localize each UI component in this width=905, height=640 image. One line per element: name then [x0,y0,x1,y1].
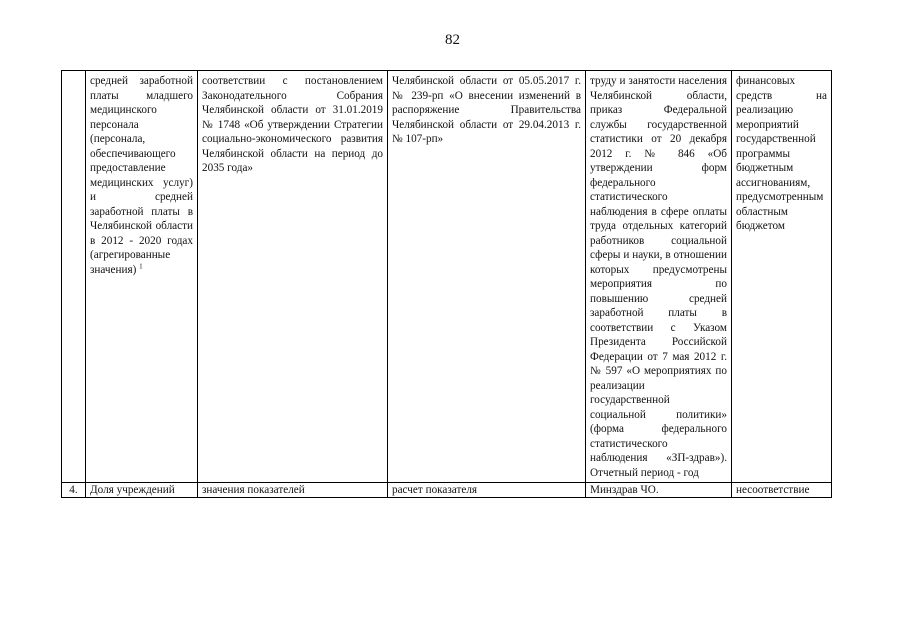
cell-number [62,71,86,483]
page-number: 82 [445,32,460,48]
indicators-table [61,70,832,498]
cell-source: Минздрав ЧО. [586,483,732,498]
cell-basis: значения показателей [198,483,388,498]
footnote-marker: 1 [139,261,143,270]
cell-reason: финансовых средств на реализацию мероприятий государственной программы бюджетным ассигнованиям, предусмотренным областным бюджетом [732,71,832,483]
cell-source: труду и занятости населения Челябинской области, приказ Федеральной службы государственной статистики от 20 декабря 2012 г. № 846 «Об утверждении форм федерального статистического наблюдения в сфере оплаты труда отдельных категорий работников социальной сферы и науки, в отношении которых предусмотрены мероприятия по повышению средней заработной платы в соответствии с Указом Президента Российской Федерации от 7 мая 2012 г. № 597 «О мероприятиях по реализации государственной социальной политики» (форма федерального статистического наблюдения «ЗП-здрав»). Отчетный период - год [586,71,732,483]
table-row [62,71,832,483]
cell-reason: несоответствие [732,483,832,498]
indicator-name-text: средней заработной платы младшего медицинского персонала (персонала, обеспечивающего предоставление медицинских услуг) и средней заработной платы в Челябинской области в 2012 - 2020 годах (агрегированные значения) [90,75,193,276]
cell-calculation: Челябинской области от 05.05.2017 г. № 239-рп «О внесении изменений в распоряжение Правительства Челябинской области от 29.04.2013 г. № 107-рп» [388,71,586,483]
table-row [62,483,832,498]
cell-calculation: расчет показателя [388,483,586,498]
cell-number: 4. [62,483,86,498]
cell-indicator-name [86,71,198,483]
cell-indicator-name: Доля учреждений [86,483,198,498]
cell-basis: соответствии с постановлением Законодательного Собрания Челябинской области от 31.01.2019 № 1748 «Об утверждении Стратегии социально-экономического развития Челябинской области на период до 2035 года» [198,71,388,483]
